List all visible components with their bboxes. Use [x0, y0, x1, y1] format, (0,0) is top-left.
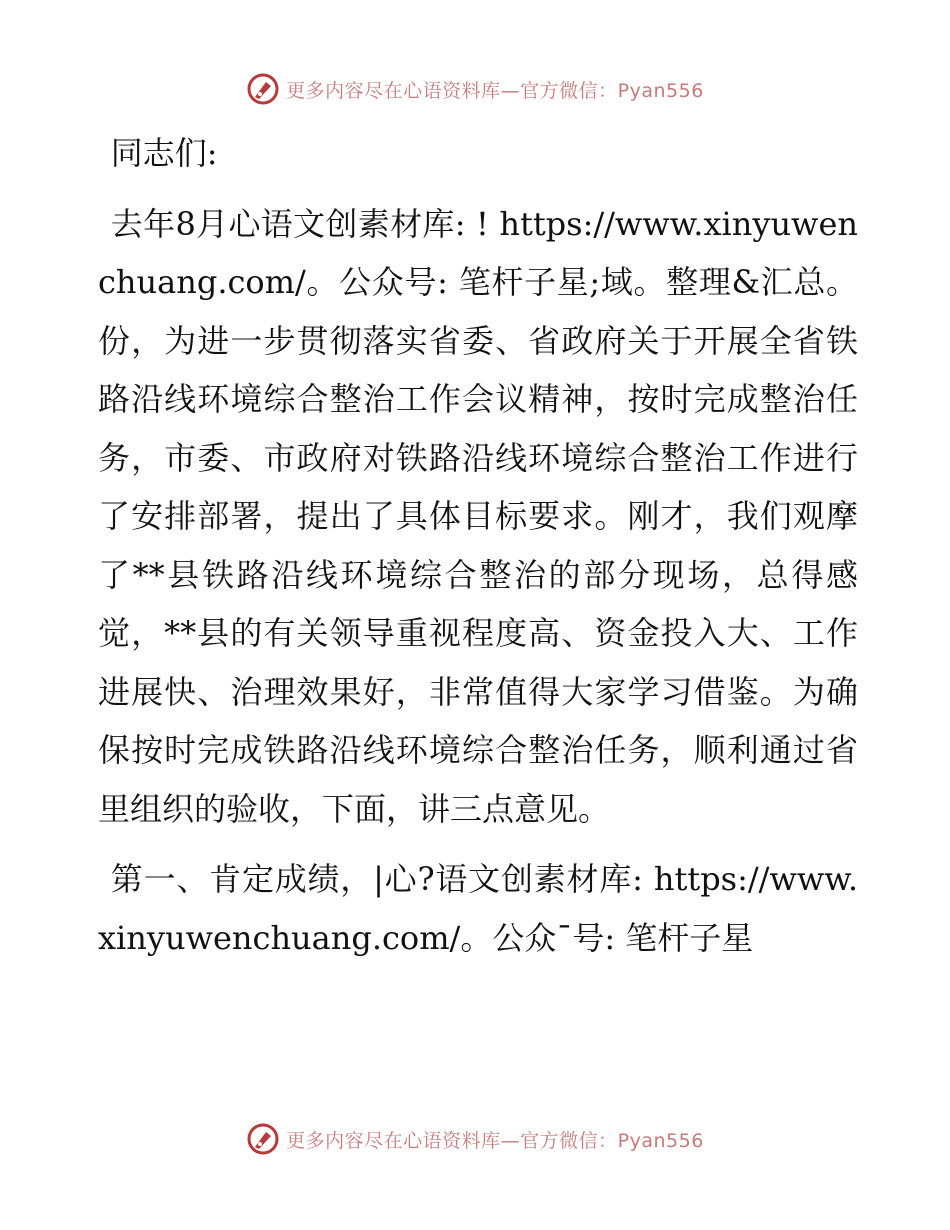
watermark-text: 更多内容尽在心语资料库—官方微信：Pyan556	[286, 1129, 704, 1152]
footer-watermark	[0, 1122, 950, 1156]
greeting: 同志们:	[110, 134, 218, 172]
paragraph-1: 去年8月心语文创素材库: ! https://www.xinyuwenchuang.com/。公众号: 笔杆子星;域。整理&汇总。份，为进一步贯彻落实省委、省政府关于开展全省铁路沿线环境综合整治工作会议精神，按时完成整治任务，市委、市政府对铁路沿线环境综合整治工作进行了安排部署，提出了具体目标要求。刚才，我们观摩了**县铁路沿线环境综合整治的部分现场，总得感觉，**县的有关领导重视程度高、资金投入大、工作进展快、治理效果好，非常值得大家学习借鉴。为确保按时完成铁路沿线环境综合整治任务，顺利通过省里组织的验收，下面，讲三点意见。	[98, 204, 858, 828]
pen-nib-logo-icon	[246, 72, 280, 106]
pen-nib-logo-icon	[246, 1122, 280, 1156]
watermark-text: 更多内容尽在心语资料库—官方微信：Pyan556	[286, 79, 704, 102]
paragraph-2: 第一、肯定成绩，|心?语文创素材库: https://www.xinyuwenchuang.com/。公众¯号: 笔杆子星	[98, 860, 858, 957]
header-watermark	[0, 72, 950, 106]
document-body	[98, 124, 858, 967]
